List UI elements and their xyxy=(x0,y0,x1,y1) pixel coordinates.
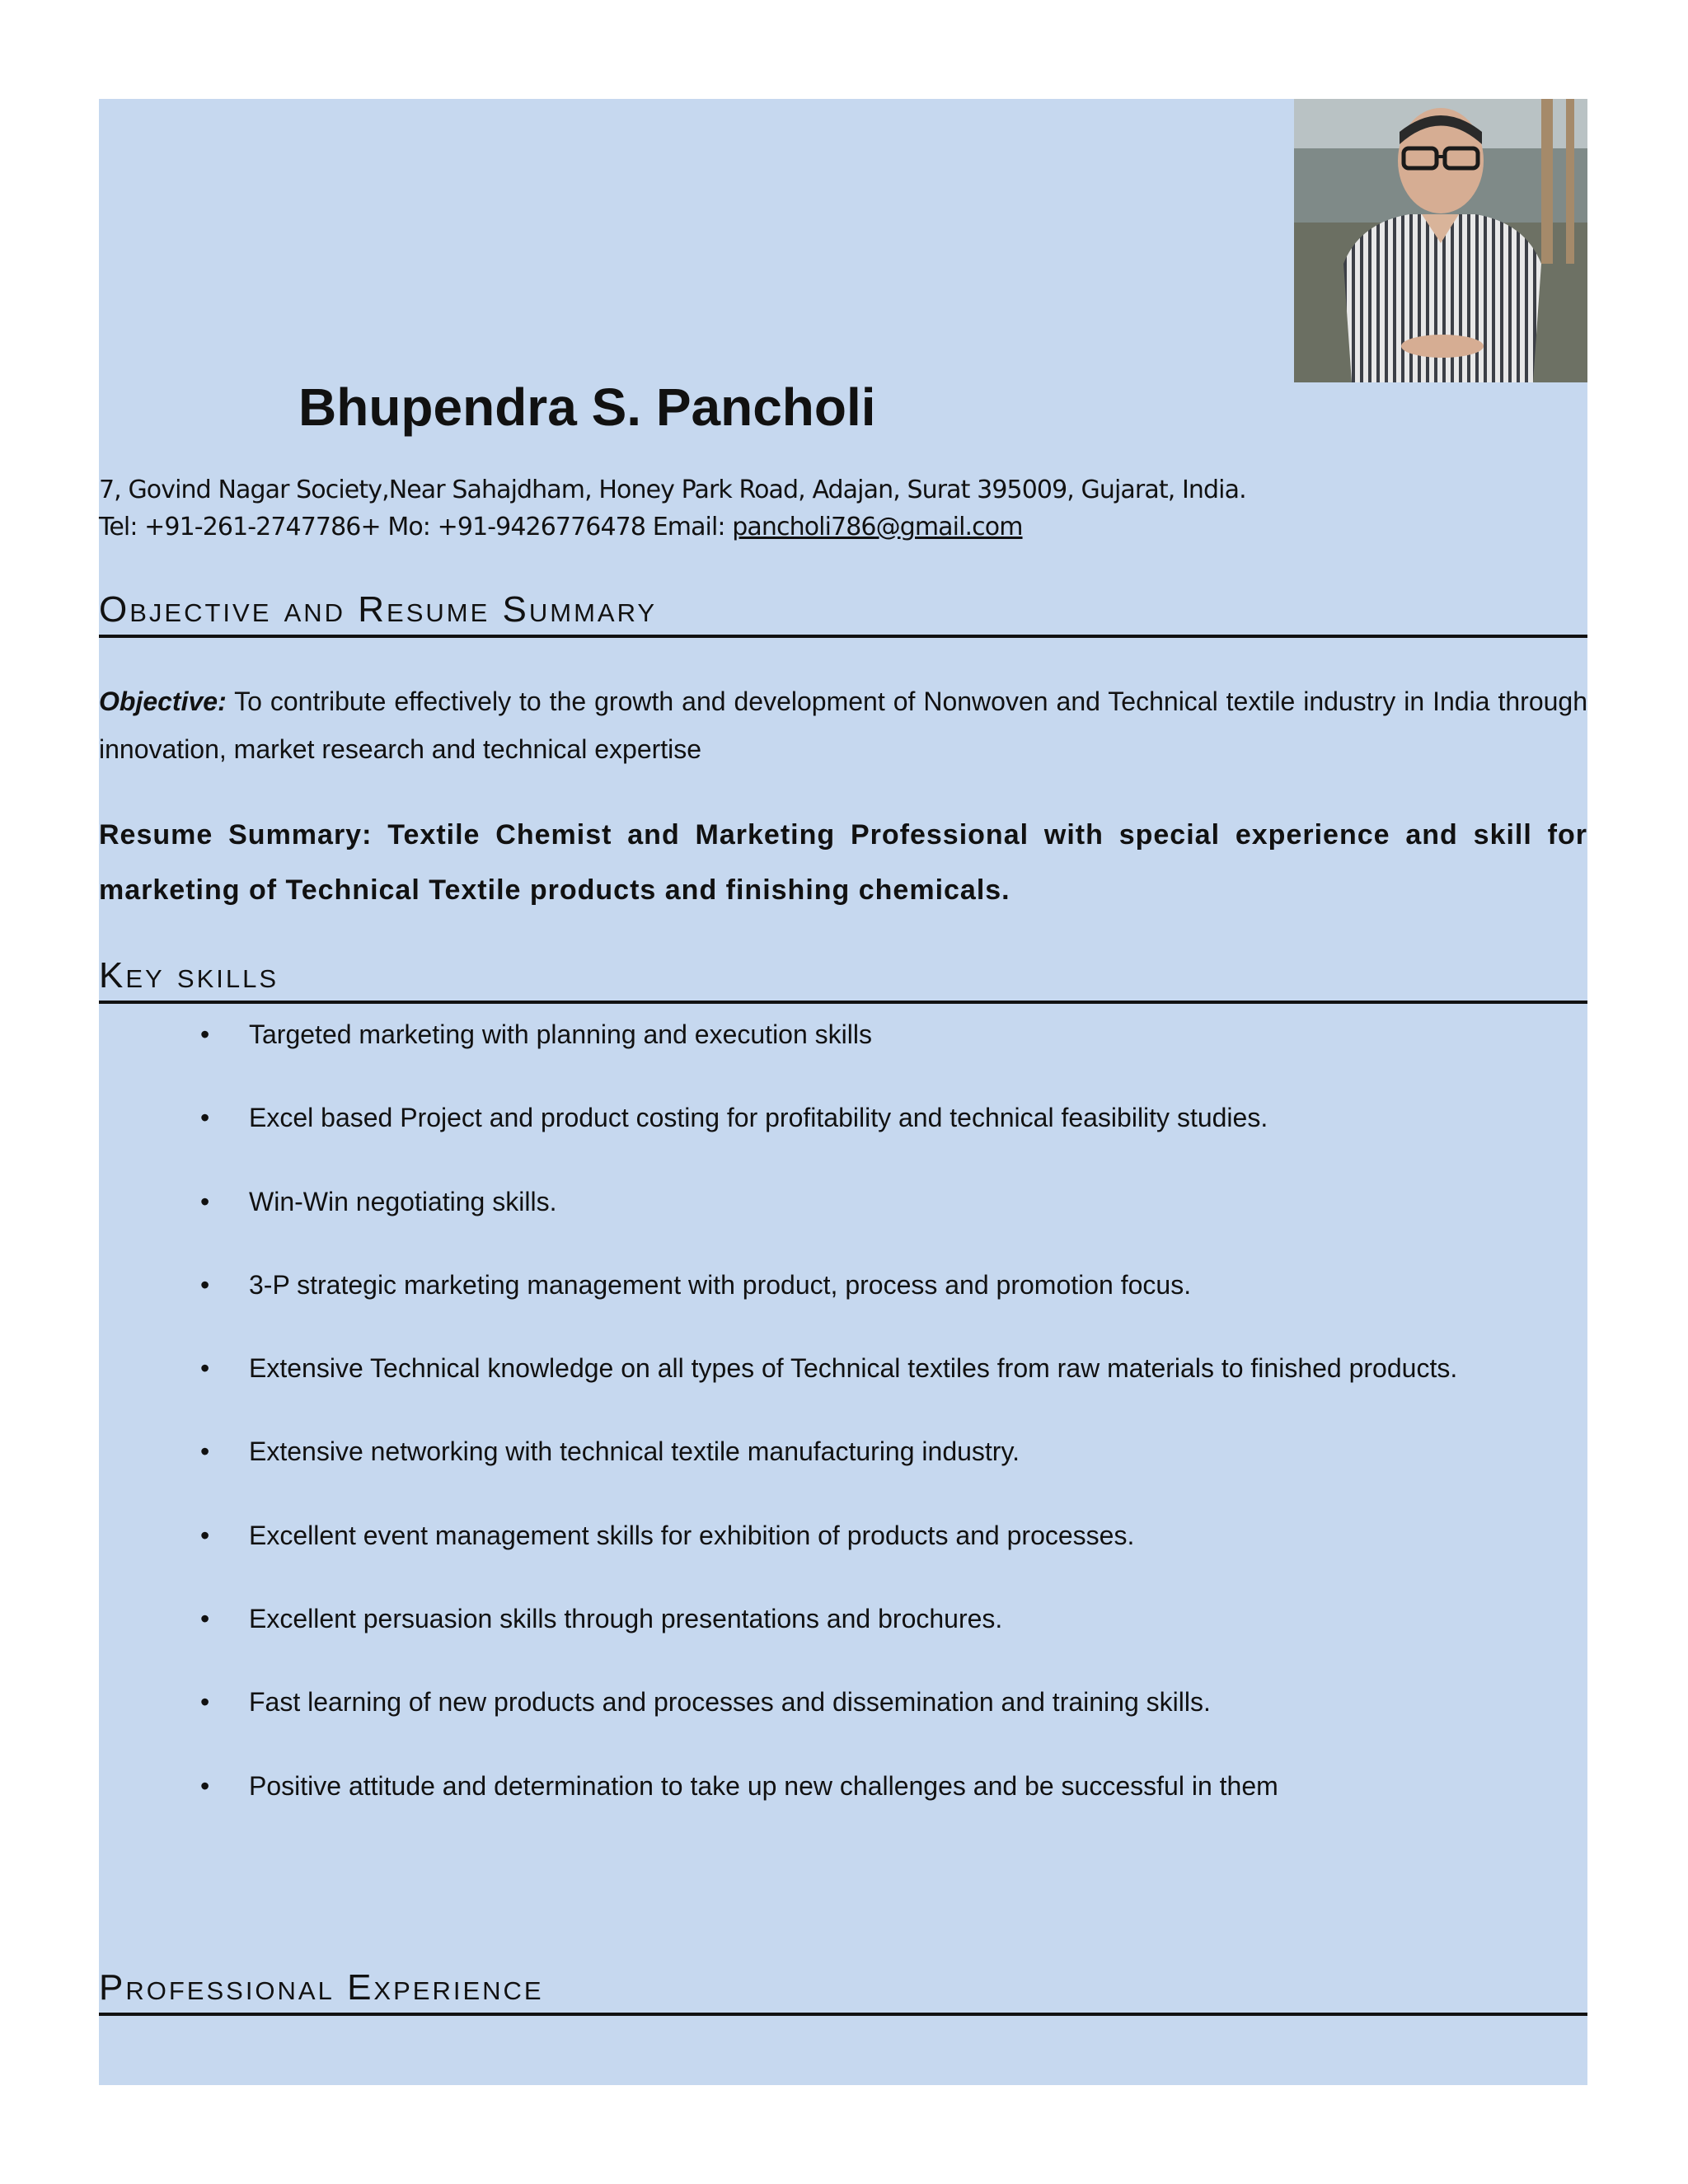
skill-item: • Positive attitude and determination to take up new challenges and be successful in them xyxy=(99,1765,1587,1849)
skill-item: • Fast learning of new products and processes and dissemination and training skills. xyxy=(99,1681,1587,1765)
key-skills-section-heading: Key skills xyxy=(99,958,1587,1004)
bullet-icon: • xyxy=(200,1019,210,1049)
candidate-name: Bhupendra S. Pancholi xyxy=(298,377,876,437)
summary-text: Textile Chemist and Marketing Professional with special experience and skill for marketing of Technical Textile products and finishing chemicals. xyxy=(99,819,1587,906)
skill-item: • Excel based Project and product costing for profitability and technical feasibility studies. xyxy=(99,1097,1587,1180)
objective-label: Objective: xyxy=(99,687,227,716)
bullet-icon: • xyxy=(200,1770,210,1801)
bullet-icon: • xyxy=(200,1687,210,1718)
bullet-icon: • xyxy=(200,1269,210,1300)
profile-photo xyxy=(1294,99,1587,382)
email-link[interactable]: pancholi786@gmail.com xyxy=(732,513,1023,541)
professional-experience-section-heading: Professional Experience xyxy=(99,1970,1587,2016)
bullet-icon: • xyxy=(200,1353,210,1384)
phone-numbers: Tel: +91-261-2747786+ Mo: +91-9426776478 Email: xyxy=(99,513,733,541)
resume-summary-paragraph xyxy=(99,808,1587,918)
key-skills-list xyxy=(99,1014,1587,1849)
objective-paragraph xyxy=(99,677,1587,773)
skill-item: • 3-P strategic marketing management with product, process and promotion focus. xyxy=(99,1264,1587,1347)
bullet-icon: • xyxy=(200,1436,210,1467)
bullet-icon: • xyxy=(200,1186,210,1216)
objective-section-heading: Objective and Resume Summary xyxy=(99,592,1587,638)
objective-text: To contribute effectively to the growth and development of Nonwoven and Technical textile industry in India through innovation, market research and technical expertise xyxy=(99,687,1587,764)
bullet-icon: • xyxy=(200,1604,210,1634)
skill-item: • Extensive networking with technical textile manufacturing industry. xyxy=(99,1431,1587,1514)
contact-line xyxy=(99,515,1023,540)
address-line: 7, Govind Nagar Society,Near Sahajdham, Honey Park Road, Adajan, Surat 395009, Gujarat, India. xyxy=(99,476,1246,504)
bullet-icon: • xyxy=(200,1520,210,1550)
skill-item: • Extensive Technical knowledge on all types of Technical textiles from raw materials to finished products. xyxy=(99,1347,1587,1431)
skill-item: • Excellent event management skills for exhibition of products and processes. xyxy=(99,1515,1587,1598)
bullet-icon: • xyxy=(200,1103,210,1133)
summary-label: Resume Summary: xyxy=(99,819,373,851)
skill-item: • Win-Win negotiating skills. xyxy=(99,1181,1587,1264)
skill-item: • Excellent persuasion skills through presentations and brochures. xyxy=(99,1598,1587,1681)
skill-item: • Targeted marketing with planning and execution skills xyxy=(99,1014,1587,1097)
